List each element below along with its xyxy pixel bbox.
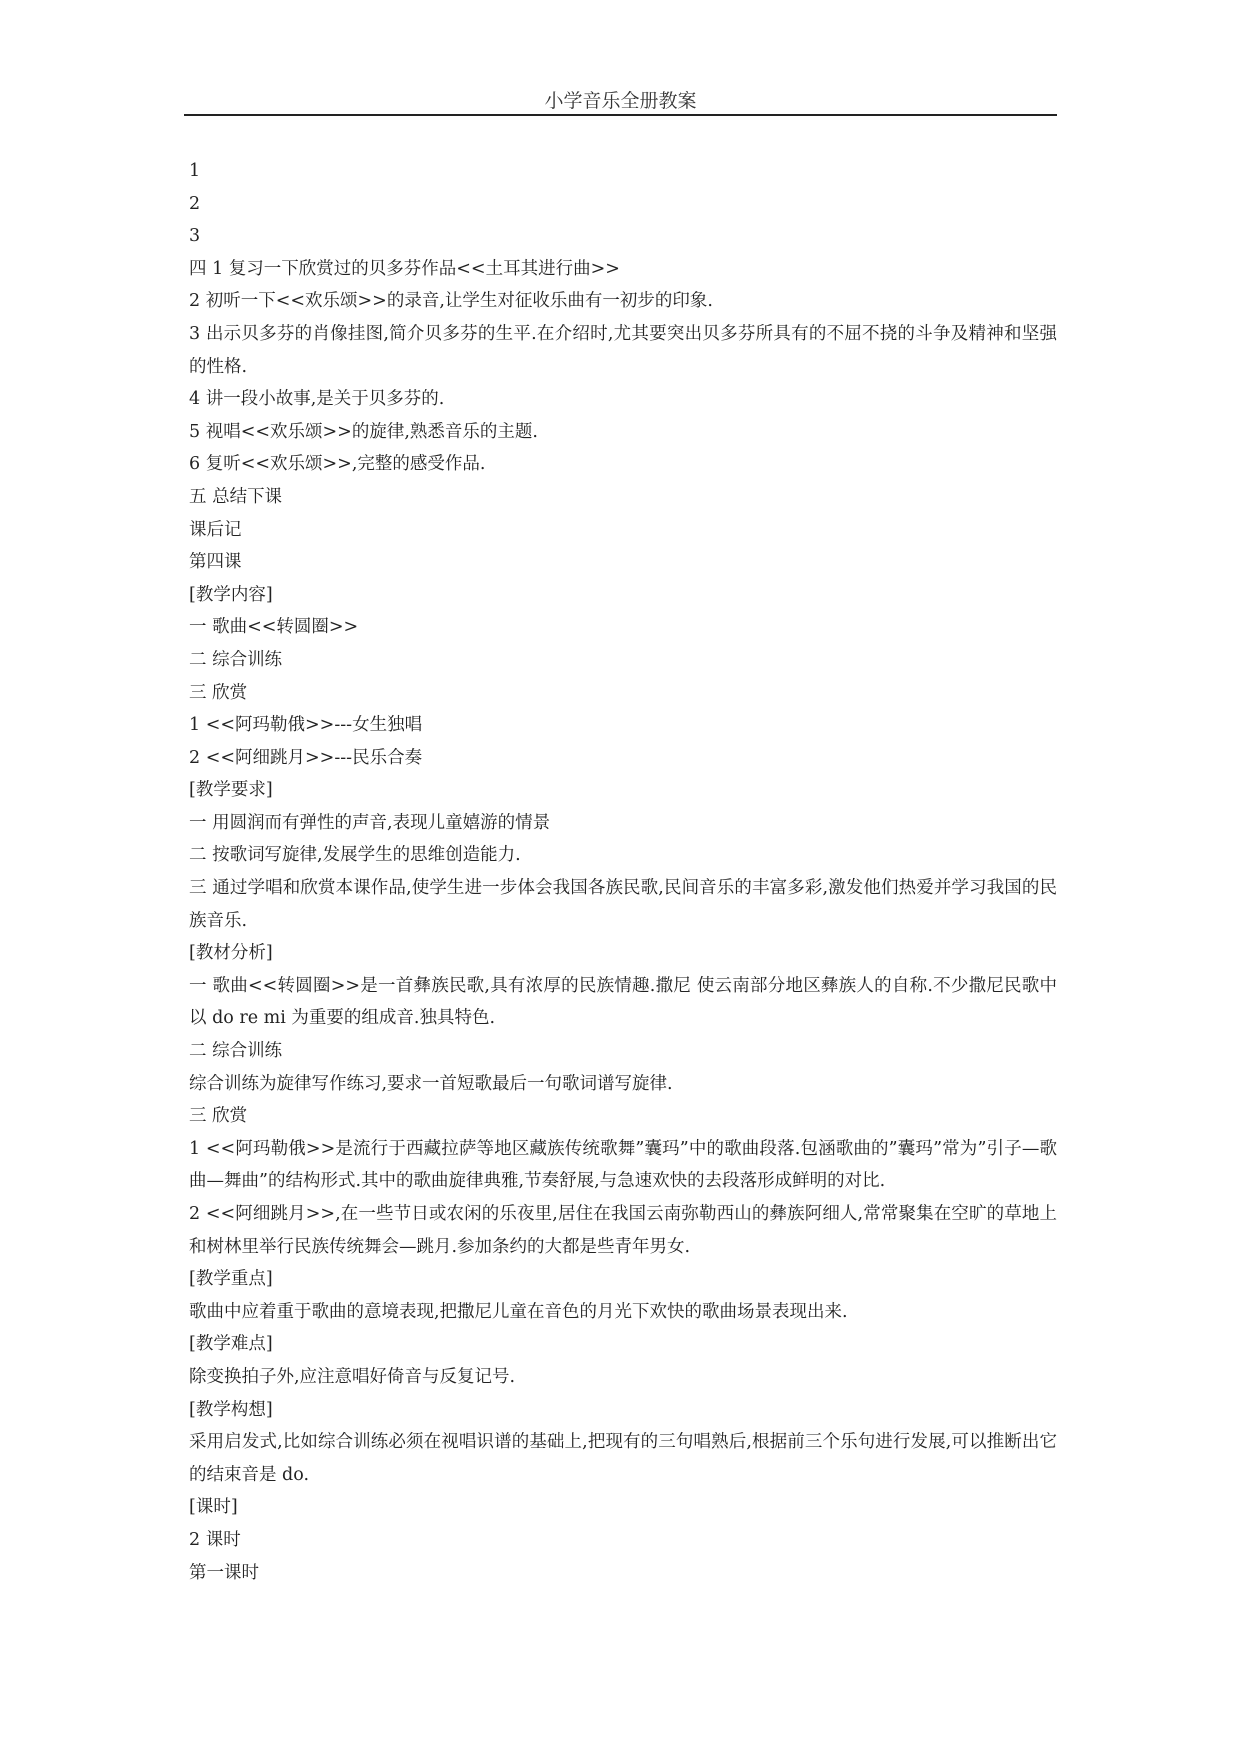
text-line: 1 — [189, 161, 201, 181]
text-line: 歌曲中应着重于歌曲的意境表现,把撒尼儿童在音色的月光下欢快的歌曲场景表现出来. — [189, 1301, 848, 1322]
text-line: 3 — [189, 226, 201, 247]
text-paragraph: 1 <<阿玛勒俄>>是流行于西藏拉萨等地区藏族传统歌舞”囊玛”中的歌曲段落.包涵歌曲的”囊玛”常为”引子—歌曲—舞曲”的结构形式.其中的歌曲旋律典雅,节奏舒展,与急速欢快的去段落形成鲜明的对比. — [189, 1138, 1057, 1192]
text-line: 2 课时 — [189, 1529, 241, 1550]
text-paragraph: 采用启发式,比如综合训练必须在视唱识谱的基础上,把现有的三句唱熟后,根据前三个乐句进行发展,可以推断出它的结束音是 do. — [189, 1432, 1057, 1485]
text-line: 三 欣赏 — [189, 682, 248, 703]
section-heading: [教材分析] — [189, 943, 273, 964]
text-line: 2 初听一下<<欢乐颂>>的录音,让学生对征收乐曲有一初步的印象. — [189, 291, 713, 312]
text-line: 4 讲一段小故事,是关于贝多芬的. — [189, 389, 445, 410]
text-line: 5 视唱<<欢乐颂>>的旋律,熟悉音乐的主题. — [189, 421, 538, 442]
document-body — [189, 155, 1057, 1589]
text-line: 2 <<阿细跳月>>---民乐合奏 — [189, 747, 423, 768]
text-paragraph: 一 歌曲<<转圆圈>>是一首彝族民歌,具有浓厚的民族情趣.撒尼 使云南部分地区彝族人的自称.不少撒尼民歌中以 do re mi 为重要的组成音.独具特色. — [189, 975, 1057, 1029]
page-header-title: 小学音乐全册教案 — [544, 90, 697, 112]
text-line: 三 欣赏 — [189, 1106, 248, 1127]
text-line: 除变换拍子外,应注意唱好倚音与反复记号. — [189, 1366, 516, 1387]
text-paragraph: 三 通过学唱和欣赏本课作品,使学生进一步体会我国各族民歌,民间音乐的丰富多彩,激发他们热爱并学习我国的民族音乐. — [189, 878, 1057, 931]
text-line: 二 综合训练 — [189, 649, 283, 670]
section-heading: [教学难点] — [189, 1334, 273, 1355]
text-line: 一 歌曲<<转圆圈>> — [189, 617, 359, 638]
text-line: 一 用圆润而有弹性的声音,表现儿童嬉游的情景 — [189, 812, 551, 833]
header-divider — [184, 114, 1057, 116]
text-line: 2 — [189, 193, 201, 214]
text-line: 1 <<阿玛勒俄>>---女生独唱 — [189, 715, 423, 736]
lesson-title: 第四课 — [189, 552, 242, 573]
section-heading: [课时] — [189, 1497, 238, 1518]
section-heading: [教学构想] — [189, 1399, 273, 1420]
section-heading: [教学要求] — [189, 780, 273, 801]
section-heading: [教学重点] — [189, 1269, 273, 1290]
text-paragraph: 3 出示贝多芬的肖像挂图,简介贝多芬的生平.在介绍时,尤其要突出贝多芬所具有的不屈不挠的斗争及精神和坚强的性格. — [189, 323, 1057, 377]
text-line: 二 按歌词写旋律,发展学生的思维创造能力. — [189, 845, 521, 866]
text-line: 综合训练为旋律写作练习,要求一首短歌最后一句歌词谱写旋律. — [189, 1073, 673, 1094]
section-heading: 课后记 — [189, 519, 242, 540]
text-line: 第一课时 — [189, 1562, 259, 1583]
section-heading: 五 总结下课 — [189, 486, 283, 507]
section-heading: [教学内容] — [189, 584, 273, 605]
text-paragraph: 2 <<阿细跳月>>,在一些节日或农闲的乐夜里,居住在我国云南弥勒西山的彝族阿细人,常常聚集在空旷的草地上和树林里举行民族传统舞会—跳月.参加条约的大都是些青年男女. — [189, 1204, 1057, 1257]
text-line: 四 1 复习一下欣赏过的贝多芬作品<<土耳其进行曲>> — [189, 258, 620, 279]
text-line: 二 综合训练 — [189, 1041, 283, 1062]
text-line: 6 复听<<欢乐颂>>,完整的感受作品. — [189, 454, 486, 475]
